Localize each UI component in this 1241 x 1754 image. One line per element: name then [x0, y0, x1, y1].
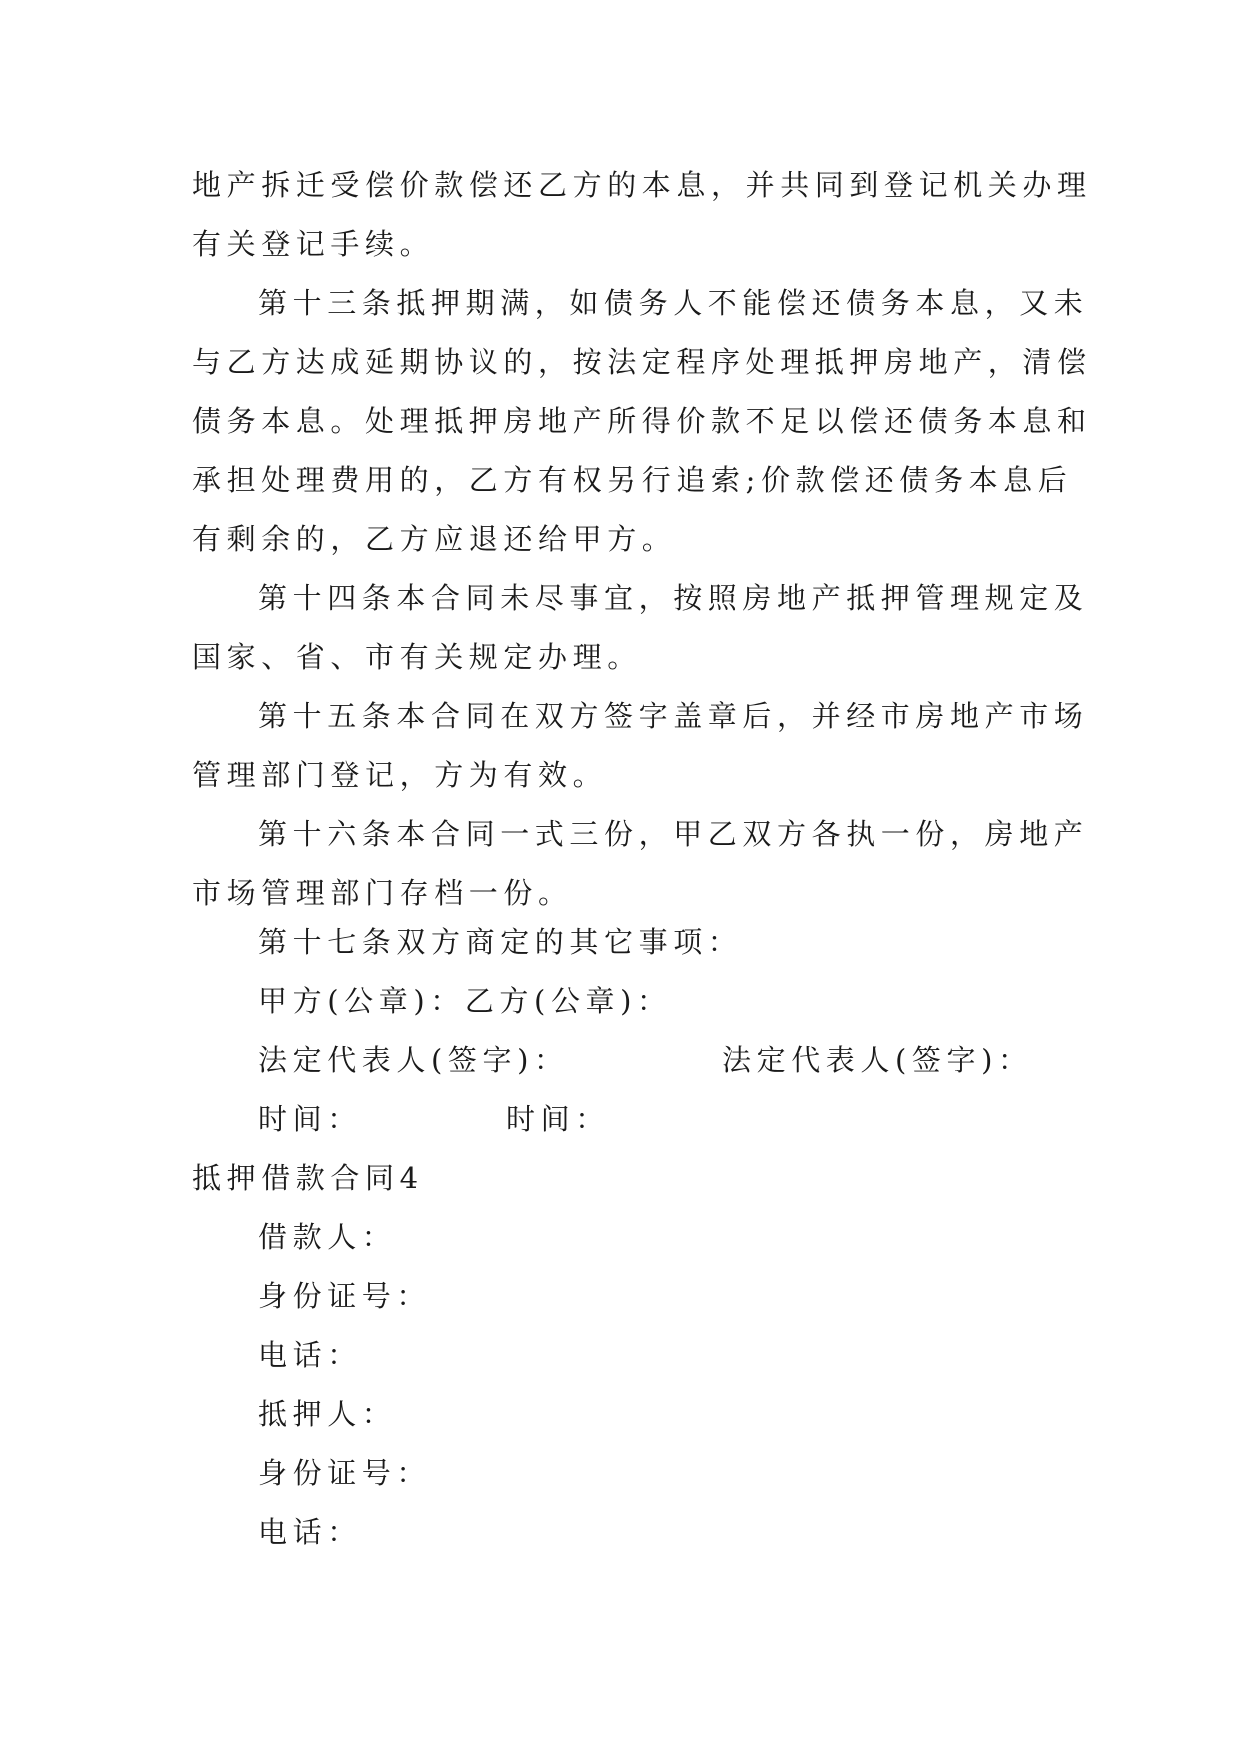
- time-left: 时间：: [258, 1102, 362, 1136]
- article-13-line: 第十三条抵押期满，如债务人不能偿还债务本息，又未: [258, 286, 1089, 320]
- article-16-line: 第十六条本合同一式三份，甲乙双方各执一份，房地产: [258, 817, 1089, 851]
- time-right: 时间：: [506, 1102, 610, 1136]
- text-line: 承担处理费用的，乙方有权另行追索;价款偿还债务本息后: [192, 463, 1073, 497]
- article-14-line: 第十四条本合同未尽事宜，按照房地产抵押管理规定及: [258, 581, 1089, 615]
- field-borrower-id: 身份证号：: [258, 1279, 432, 1313]
- section-title: 抵押借款合同4: [192, 1161, 424, 1195]
- text-line: 管理部门登记，方为有效。: [192, 758, 608, 792]
- text-line: 有剩余的，乙方应退还给甲方。: [192, 522, 677, 556]
- text-line: 与乙方达成延期协议的，按法定程序处理抵押房地产，清偿: [192, 345, 1092, 379]
- signature-right: 法定代表人(签字)：: [722, 1043, 1033, 1077]
- field-borrower: 借款人：: [258, 1220, 397, 1254]
- text-line: 有关登记手续。: [192, 227, 435, 261]
- text-line: 市场管理部门存档一份。: [192, 876, 573, 910]
- signature-left: 法定代表人(签字)：: [258, 1043, 569, 1077]
- article-17-line: 第十七条双方商定的其它事项：: [258, 925, 743, 959]
- text-line: 国家、省、市有关规定办理。: [192, 640, 642, 674]
- seal-line: 甲方(公章)：乙方(公章)：: [258, 984, 672, 1018]
- text-line: 地产拆迁受偿价款偿还乙方的本息，并共同到登记机关办理: [192, 168, 1092, 202]
- field-mortgagor-id: 身份证号：: [258, 1456, 432, 1490]
- text-line: 债务本息。处理抵押房地产所得价款不足以偿还债务本息和: [192, 404, 1092, 438]
- field-mortgagor-phone: 电话：: [258, 1515, 362, 1549]
- article-15-line: 第十五条本合同在双方签字盖章后，并经市房地产市场: [258, 699, 1089, 733]
- field-mortgagor: 抵押人：: [258, 1397, 397, 1431]
- field-borrower-phone: 电话：: [258, 1338, 362, 1372]
